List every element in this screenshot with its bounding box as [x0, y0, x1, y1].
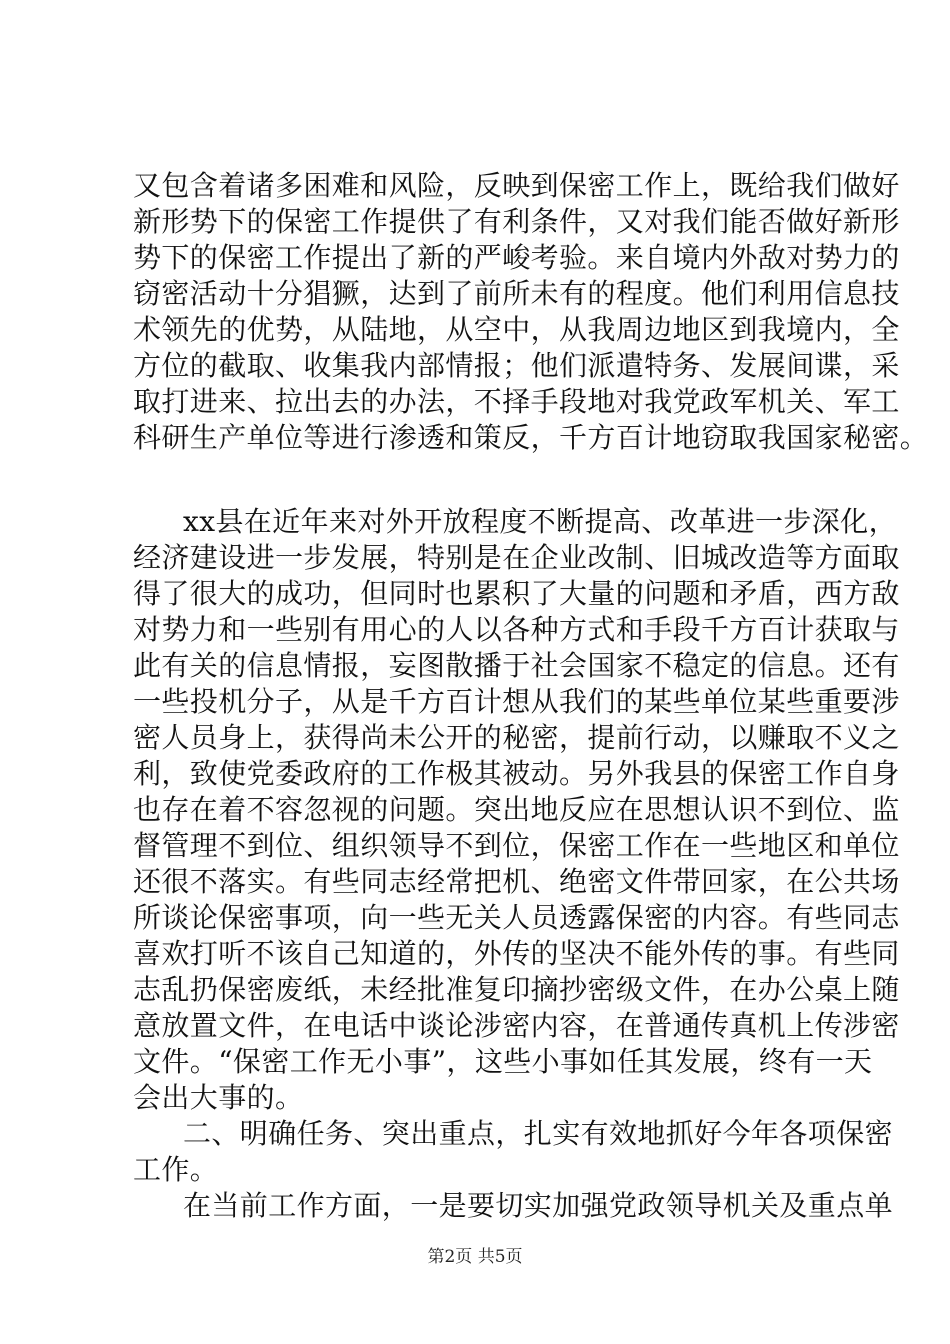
text-line: 志乱扔保密废纸，未经批准复印摘抄密级文件，在办公桌上随 — [133, 973, 900, 1006]
text-line: 意放置文件，在电话中谈论涉密内容，在普通传真机上传涉密 — [133, 1009, 900, 1042]
text-line: 术领先的优势，从陆地，从空中，从我周边地区到我境内，全 — [133, 313, 900, 346]
text-line: 在当前工作方面，一是要切实加强党政领导机关及重点单 — [183, 1189, 894, 1222]
text-line: 对势力和一些别有用心的人以各种方式和手段千方百计获取与 — [133, 613, 900, 646]
text-line: 经济建设进一步发展，特别是在企业改制、旧城改造等方面取 — [133, 541, 900, 574]
text-line: 新形势下的保密工作提供了有利条件，又对我们能否做好新形 — [133, 205, 900, 238]
page-number-footer: 第2页 共5页 — [427, 1247, 523, 1267]
text-line: 取打进来、拉出去的办法，不择手段地对我党政军机关、军工 — [133, 385, 900, 418]
text-line: 科研生产单位等进行渗透和策反，千方百计地窃取我国家秘密。 — [133, 421, 929, 454]
text-line: 窃密活动十分猖獗，达到了前所未有的程度。他们利用信息技 — [133, 277, 900, 310]
text-line: 还很不落实。有些同志经常把机、绝密文件带回家，在公共场 — [133, 865, 900, 898]
text-line: 督管理不到位、组织领导不到位，保密工作在一些地区和单位 — [133, 829, 900, 862]
text-line: 也存在着不容忽视的问题。突出地反应在思想认识不到位、监 — [133, 793, 900, 826]
section-heading-line: 工作。 — [133, 1153, 219, 1186]
text-line: 又包含着诸多困难和风险，反映到保密工作上，既给我们做好 — [133, 169, 900, 202]
section-heading-line: 二、明确任务、突出重点，扎实有效地抓好今年各项保密 — [183, 1117, 894, 1150]
text-line: 利，致使党委政府的工作极其被动。另外我县的保密工作自身 — [133, 757, 900, 790]
text-line: 密人员身上，获得尚未公开的秘密，提前行动，以赚取不义之 — [133, 721, 900, 754]
text-line: 喜欢打听不该自己知道的，外传的坚决不能外传的事。有些同 — [133, 937, 900, 970]
text-line: 文件。“保密工作无小事”，这些小事如任其发展，终有一天 — [133, 1045, 873, 1078]
text-line: 一些投机分子，从是千方百计想从我们的某些单位某些重要涉 — [133, 685, 900, 718]
text-line: 所谈论保密事项，向一些无关人员透露保密的内容。有些同志 — [133, 901, 900, 934]
text-line: xx县在近年来对外开放程度不断提高、改革进一步深化， — [183, 505, 897, 538]
text-line: 此有关的信息情报，妄图散播于社会国家不稳定的信息。还有 — [133, 649, 900, 682]
text-line: 方位的截取、收集我内部情报；他们派遣特务、发展间谍，采 — [133, 349, 900, 382]
text-line: 会出大事的。 — [133, 1081, 304, 1114]
text-line: 得了很大的成功，但同时也累积了大量的问题和矛盾，西方敌 — [133, 577, 900, 610]
text-line: 势下的保密工作提出了新的严峻考验。来自境内外敌对势力的 — [133, 241, 900, 274]
